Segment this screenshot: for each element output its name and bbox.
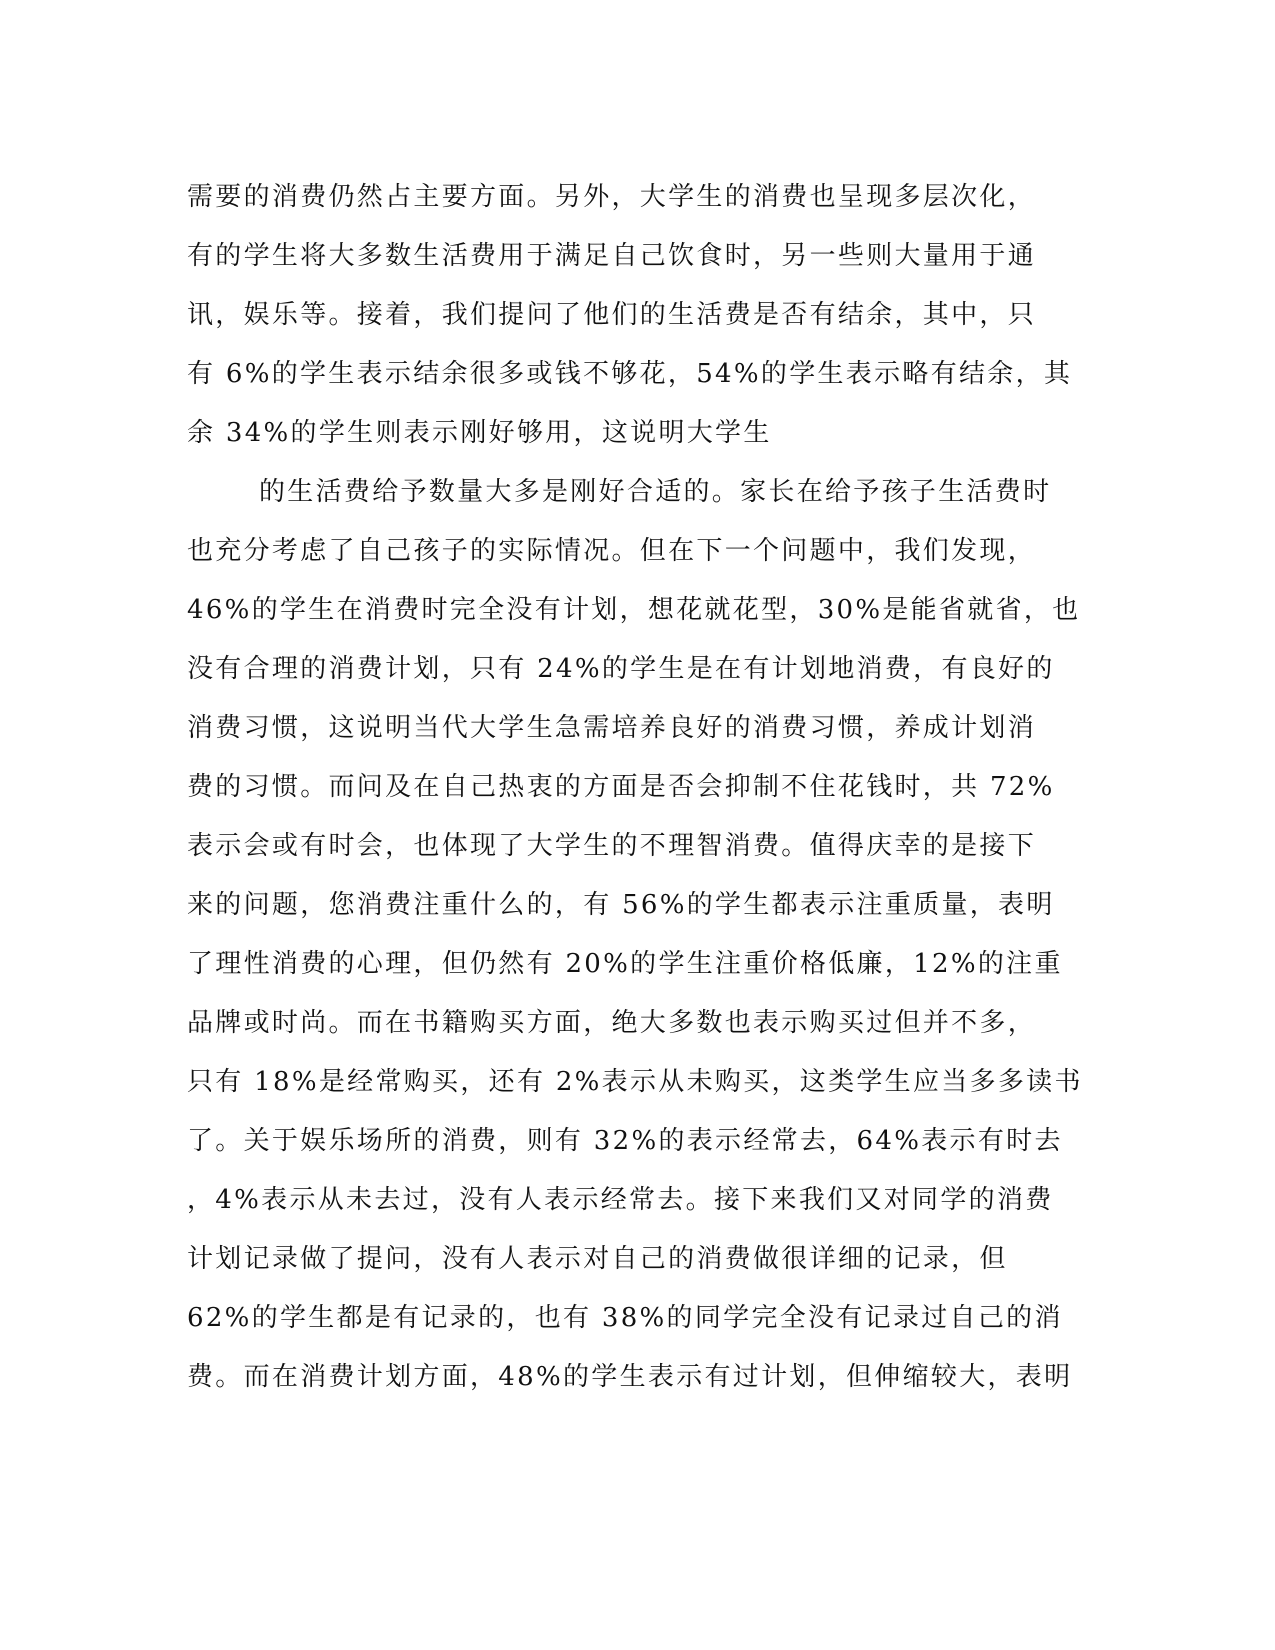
text-line: 计划记录做了提问，没有人表示对自己的消费做很详细的记录，但: [187, 1244, 1008, 1274]
text-line: 来的问题，您消费注重什么的，有 56%的学生都表示注重质量，表明: [187, 890, 1055, 920]
text-line: 费。而在消费计划方面，48%的学生表示有过计划，但伸缩较大，表明: [187, 1362, 1073, 1392]
text-line: 表示会或有时会，也体现了大学生的不理智消费。值得庆幸的是接下: [187, 831, 1037, 861]
text-line: 46%的学生在消费时完全没有计划，想花就花型，30%是能省就省，也: [187, 595, 1081, 625]
text-line: ，4%表示从未去过，没有人表示经常去。接下来我们又对同学的消费: [187, 1185, 1054, 1215]
text-line: 也充分考虑了自己孩子的实际情况。但在下一个问题中，我们发现，: [187, 536, 1037, 566]
text-line: 讯，娱乐等。接着，我们提问了他们的生活费是否有结余，其中，只: [187, 300, 1037, 330]
text-line: 费的习惯。而问及在自己热衷的方面是否会抑制不住花钱时，共 72%: [187, 772, 1055, 802]
text-line: 有的学生将大多数生活费用于满足自己饮食时，另一些则大量用于通: [187, 241, 1037, 271]
paragraph-start-line: 的生活费给予数量大多是刚好合适的。家长在给予孩子生活费时: [259, 477, 1052, 507]
text-line: 有 6%的学生表示结余很多或钱不够花，54%的学生表示略有结余，其: [187, 359, 1073, 389]
body-text: [187, 168, 1087, 1407]
text-line: 没有合理的消费计划，只有 24%的学生是在有计划地消费，有良好的: [187, 654, 1055, 684]
text-line: 62%的学生都是有记录的，也有 38%的同学完全没有记录过自己的消: [187, 1303, 1063, 1333]
text-line: 品牌或时尚。而在书籍购买方面，绝大多数也表示购买过但并不多，: [187, 1008, 1037, 1038]
text-line: 余 34%的学生则表示刚好够用，这说明大学生: [187, 418, 772, 448]
text-line: 了。关于娱乐场所的消费，则有 32%的表示经常去，64%表示有时去: [187, 1126, 1063, 1156]
text-line: 消费习惯，这说明当代大学生急需培养良好的消费习惯，养成计划消: [187, 713, 1037, 743]
text-line: 只有 18%是经常购买，还有 2%表示从未购买，这类学生应当多多读书: [187, 1067, 1083, 1097]
text-line: 需要的消费仍然占主要方面。另外，大学生的消费也呈现多层次化，: [187, 182, 1037, 212]
text-line: 了理性消费的心理，但仍然有 20%的学生注重价格低廉，12%的注重: [187, 949, 1063, 979]
